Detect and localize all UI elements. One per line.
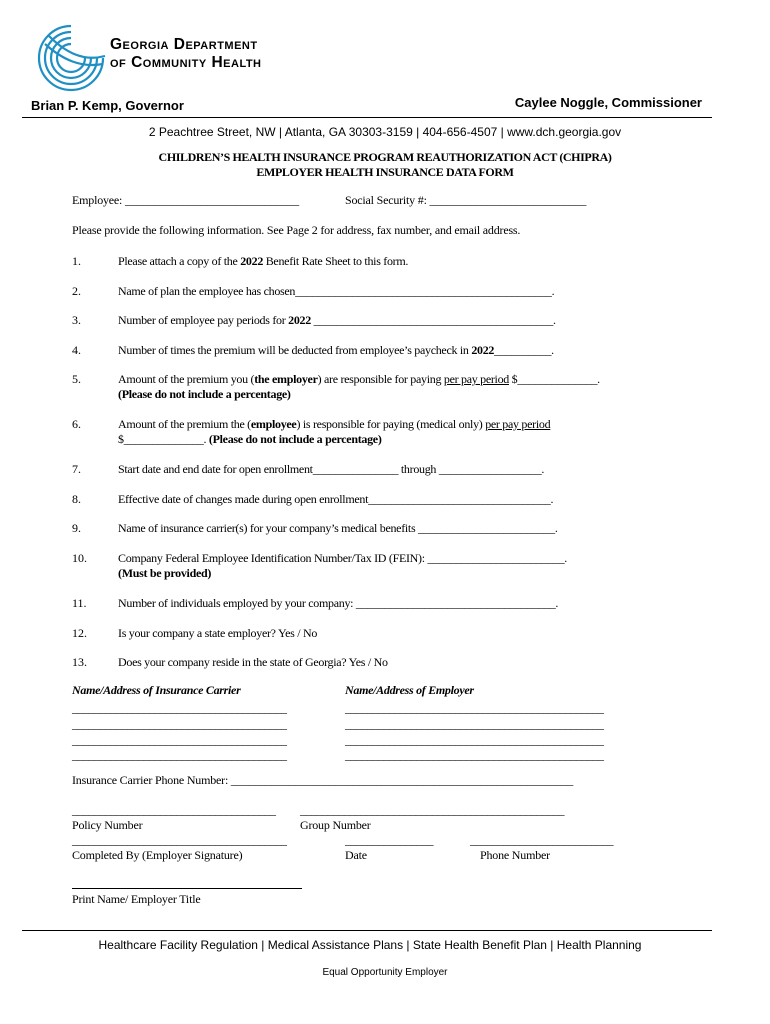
item-5-field[interactable]: Amount of the premium you (the employer) are responsible for paying per pay period $______________. — [118, 372, 600, 386]
item-7-field[interactable]: Start date and end date for open enrollment_______________ through __________________. — [118, 462, 545, 476]
item-12-number: 12. — [72, 626, 87, 640]
carrier-address-line[interactable]: _______________________________________ — [72, 717, 287, 731]
item-8-field[interactable]: Effective date of changes made during open enrollment________________________________. — [118, 492, 554, 506]
employer-address-line[interactable]: _______________________________________________ — [345, 733, 604, 747]
item-3-number: 3. — [72, 313, 81, 327]
carrier-address-line[interactable]: _______________________________________ — [72, 701, 287, 715]
item-8-number: 8. — [72, 492, 81, 506]
group-number-label: Group Number — [300, 818, 371, 832]
item-1-number: 1. — [72, 254, 81, 268]
item-10-number: 10. — [72, 551, 87, 565]
ssn-field[interactable]: Social Security #: ___________________________ — [345, 193, 587, 207]
carrier-address-line[interactable]: _______________________________________ — [72, 733, 287, 747]
phone-number-label: Phone Number — [480, 848, 550, 862]
item-7-number: 7. — [72, 462, 81, 476]
contact-address: 2 Peachtree Street, NW | Atlanta, GA 30303-3159 | 404-656-4507 | www.dch.georgia.gov — [148, 125, 622, 139]
item-4-field[interactable]: Number of times the premium will be deducted from employee’s paycheck in 2022__________. — [118, 343, 554, 357]
item-13-number: 13. — [72, 655, 87, 669]
item-2-field[interactable]: Name of plan the employee has chosen_____________________________________________. — [118, 284, 555, 298]
date-label: Date — [345, 848, 367, 862]
commissioner-name: Caylee Noggle, Commissioner — [514, 95, 702, 110]
item-6-field[interactable]: $______________. (Please do not include a percentage) — [118, 432, 382, 446]
item-1-text: Please attach a copy of the 2022 Benefit Rate Sheet to this form. — [118, 254, 409, 268]
policy-number-line[interactable]: _____________________________________ — [72, 803, 276, 817]
employer-address-line[interactable]: _______________________________________________ — [345, 701, 604, 715]
print-name-line[interactable] — [72, 888, 302, 889]
item-10-field[interactable]: Company Federal Employee Identification Number/Tax ID (FEIN): ________________________. — [118, 551, 567, 565]
item-11-field[interactable]: Number of individuals employed by your company: ___________________________________. — [118, 596, 559, 610]
item-2-number: 2. — [72, 284, 81, 298]
employer-signature-line[interactable]: _______________________________________ — [72, 833, 287, 847]
print-name-label: Print Name/ Employer Title — [72, 892, 201, 906]
phone-number-line[interactable]: __________________________ — [470, 833, 613, 847]
carrier-address-line[interactable]: _______________________________________ — [72, 748, 287, 762]
item-6-number: 6. — [72, 417, 81, 431]
item-10-note: (Must be provided) — [118, 566, 212, 580]
item-11-number: 11. — [72, 596, 87, 610]
org-name-line2: of Community Health — [110, 54, 262, 71]
instruction-text: Please provide the following information. See Page 2 for address, fax number, and email address. — [72, 223, 521, 237]
item-13-field[interactable]: Does your company reside in the state of Georgia? Yes / No — [118, 655, 388, 669]
equal-opportunity-text: Equal Opportunity Employer — [322, 967, 448, 978]
form-title-line2: EMPLOYER HEALTH INSURANCE DATA FORM — [256, 165, 514, 179]
footer-divisions: Healthcare Facility Regulation | Medical Assistance Plans | State Health Benefit Plan | Health Planning — [98, 938, 642, 952]
item-5-note: (Please do not include a percentage) — [118, 387, 291, 401]
item-9-number: 9. — [72, 521, 81, 535]
governor-name: Brian P. Kemp, Governor — [31, 98, 184, 113]
employer-signature-label: Completed By (Employer Signature) — [72, 848, 243, 862]
footer-divider — [22, 930, 712, 931]
item-12-field[interactable]: Is your company a state employer? Yes / No — [118, 626, 318, 640]
item-9-field[interactable]: Name of insurance carrier(s) for your company’s medical benefits ________________________. — [118, 521, 558, 535]
employer-address-line[interactable]: _______________________________________________ — [345, 717, 604, 731]
item-5-number: 5. — [72, 372, 81, 386]
policy-number-label: Policy Number — [72, 818, 143, 832]
employer-address-label: Name/Address of Employer — [345, 683, 474, 697]
item-4-number: 4. — [72, 343, 81, 357]
group-number-line[interactable]: ________________________________________________ — [300, 803, 564, 817]
org-name-line1: Georgia Department — [110, 36, 258, 53]
item-3-field[interactable]: Number of employee pay periods for 2022 __________________________________________. — [118, 313, 556, 327]
employee-field[interactable]: Employee: ______________________________ — [72, 193, 299, 207]
form-title-line1: CHILDREN’S HEALTH INSURANCE PROGRAM REAUTHORIZATION ACT (CHIPRA) — [158, 150, 612, 164]
dch-logo-icon — [35, 22, 107, 94]
item-6-text: Amount of the premium the (employee) is responsible for paying (medical only) per pay period — [118, 417, 551, 431]
date-line[interactable]: ________________ — [345, 833, 433, 847]
employer-address-line[interactable]: _______________________________________________ — [345, 748, 604, 762]
header-divider — [22, 117, 712, 118]
carrier-address-label: Name/Address of Insurance Carrier — [72, 683, 241, 697]
carrier-phone-field[interactable]: Insurance Carrier Phone Number: ___________________________________________________________ — [72, 773, 574, 787]
